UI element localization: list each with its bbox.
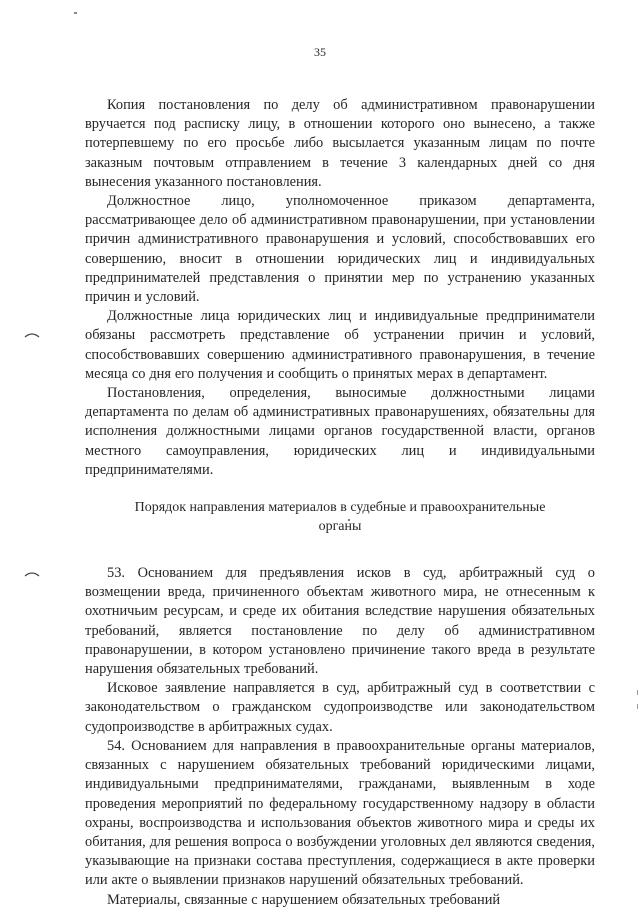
document-body [85, 96, 595, 910]
paragraph-claim-statement: Исковое заявление направляется в суд, арбитражный суд в соответствии с законодательством о гражданском судопроизводстве или законодательством судопроизводстве в арбитражных судах. [85, 680, 595, 735]
paragraph-materials: Материалы, связанные с нарушением обязательных требований [107, 891, 501, 908]
paragraph-response-obligation: Должностные лица юридических лиц и индивидуальные предприниматели обязаны рассмотреть представление об устранении причин и условий, способствовавших совершению административного правонарушения, в течение месяца со дня его получения и сообщить о принятых мерах в департамент. [85, 308, 595, 382]
punch-hole-mark-upper [24, 332, 40, 338]
scan-artifact-top [74, 12, 77, 14]
section-heading [85, 498, 595, 536]
paragraph-official-representations: Должностное лицо, уполномоченное приказом департамента, рассматривающее дело об административном правонарушении, при установлении причин административного правонарушения и условий, способствовавших его совершению, вносит в отношении юридических лиц и индивидуальных предпринимателей представления о принятии мер по устранению указанных причин и условий. [85, 193, 595, 306]
paragraph-copy-delivery: Копия постановления по делу об административном правонарушении вручается под расписку лицу, в отношении которого оно вынесено, а также потерпевшему по его просьбе либо высылается указанным лицам по почте заказным почтовым отправлением в течение 3 календарных дней со дня вынесения указанного постановления. [85, 97, 595, 190]
scan-artifact-edge [637, 690, 638, 695]
paragraph-item-54: 54. Основанием для направления в правоохранительные органы материалов, связанных с нарушением обязательных требований юридическими лицами, индивидуальными предпринимателями, гражданами, выявленным в ходе проведения мероприятий по федеральному государственному надзору в области охраны, воспроизводства и использования объектов животного мира и среды их обитания, для решения вопроса о возбуждении уголовных дел являются сведения, указывающие на признаки состава преступления, содержащиеся в акте проверки или акте о выявлении признаков нарушений обязательных требований. [85, 737, 595, 889]
punch-hole-mark-lower [24, 571, 40, 577]
paragraph-binding-decisions: Постановления, определения, выносимые должностными лицами департамента по делам об административных правонарушениях, обязательны для исполнения должностными лицами органов государственной власти, органов местного самоуправления, юридических лиц и индивидуальными предпринимателями. [85, 385, 595, 478]
spacer [85, 536, 595, 564]
scan-artifact-edge [637, 704, 638, 709]
section-heading-line1: Порядок направления материалов в судебные и правоохранительные [134, 500, 546, 516]
paragraph-item-53: 53. Основанием для предъявления исков в суд, арбитражный суд о возмещении вреда, причиненного объектам животного мира, не отнесенным к охотничьим ресурсам, и среде их обитания вследствие нарушения обязательных требований, является постановление по делу об административном правонарушении, в котором установлено причинение такого вреда в результате нарушения обязательных требований. [85, 565, 595, 678]
section-heading-line2: органы [318, 519, 362, 535]
page-number: 35 [314, 45, 326, 59]
